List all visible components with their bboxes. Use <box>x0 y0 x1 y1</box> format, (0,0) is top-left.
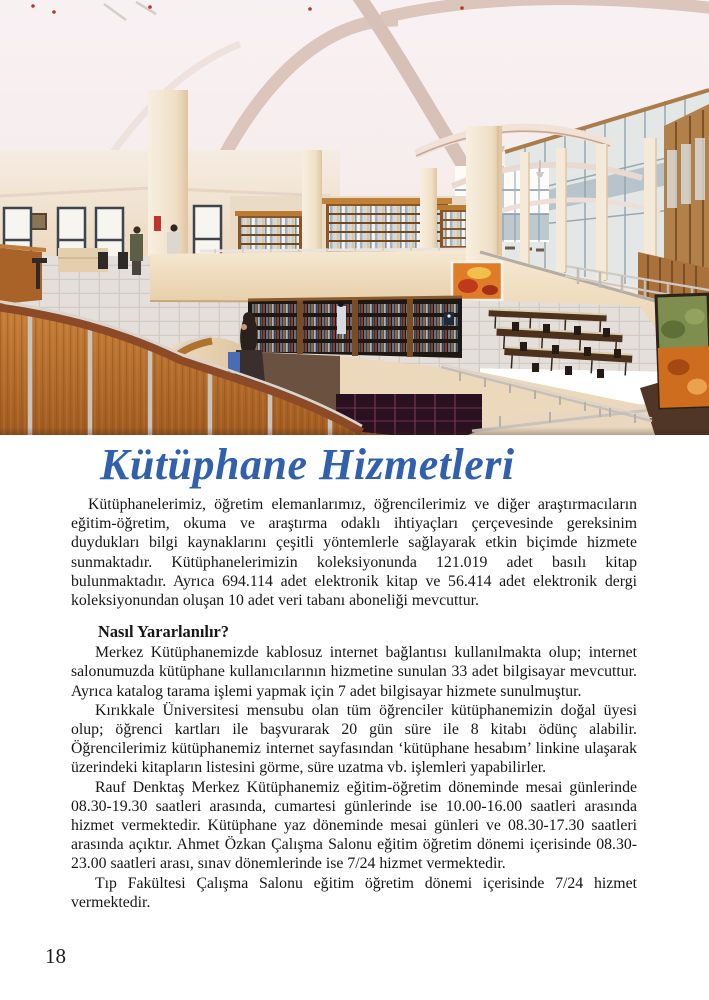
orange-painting <box>452 262 502 300</box>
large-painting <box>656 294 709 408</box>
membership-paragraph: Kırıkkale Üniversitesi mensubu olan tüm öğrenciler kütüphanemizin doğal üyesi olup; öğrenci kartları ile başvurarak 20 gün süre ile 8 kitabı ödünç alabilir. Öğrencilerimiz kütüphanemiz internet sayfasından ‘kütüphane hesabım’ linkine ulaşarak üzerindeki kitapların listesini görme, süre uzatma vb. işlemleri yapabilirler. <box>71 701 637 777</box>
internet-paragraph: Merkez Kütüphanemizde kablosuz internet bağlantısı kullanılmakta olup; internet salonumuzda kütüphane kullanıcılarının hizmetine sunulan 33 adet bilgisayar mevcuttur. Ayrıca katalog tarama işlemi yapmak için 7 adet bilgisayar hizmete sunulmuştur. <box>71 644 637 700</box>
library-photo-illustration <box>0 0 709 435</box>
page-number: 18 <box>45 944 66 968</box>
library-photo <box>0 0 709 435</box>
hours-paragraph: Rauf Denktaş Merkez Kütüphanemiz eğitim-öğretim döneminde mesai günlerinde 08.30-19.30 saatleri arasında, cumartesi günlerinde ise 10.00-16.00 saatleri arasında hizmet vermektedir. Kütüphane yaz döneminde mesai günleri ve 08.30-17.30 saatleri arasında açıktır. Ahmet Özkan Çalışma Salonu eğitim öğretim dönemi içerisinde 08.30-23.00 saatleri arası, sınav dönemlerinde ise 7/24 hizmet vermektedir. <box>71 778 637 873</box>
intro-paragraph: Kütüphanelerimiz, öğretim elemanlarımız, öğrencilerimiz ve diğer araştırmacıların eğitim-öğretim, okuma ve araştırma odaklı ihtiyaçları çerçevesinde gereksinim duydukları bilgi kaynaklarını çeşitli yöntemlerle sağlayarak etkin biçimde hizmete sunmaktadır. Kütüphanelerimizin koleksiyonunda 121.019 adet basılı kitap bulunmaktadır. Ayrıca 694.114 adet elektronik kitap ve 56.414 adet elektronik dergi koleksiyonundan oluşan 10 adet veri tabanı aboneliği mevcuttur. <box>71 496 637 610</box>
page-title: Kütüphane Hizmetleri <box>100 440 515 489</box>
section-heading: Nasıl Yararlanılır? <box>98 622 229 642</box>
text-column <box>0 441 709 912</box>
fire-extinguisher <box>154 216 161 231</box>
medical-paragraph: Tıp Fakültesi Çalışma Salonu eğitim öğretim dönemi içerisinde 7/24 hizmet vermektedir. <box>71 874 637 911</box>
